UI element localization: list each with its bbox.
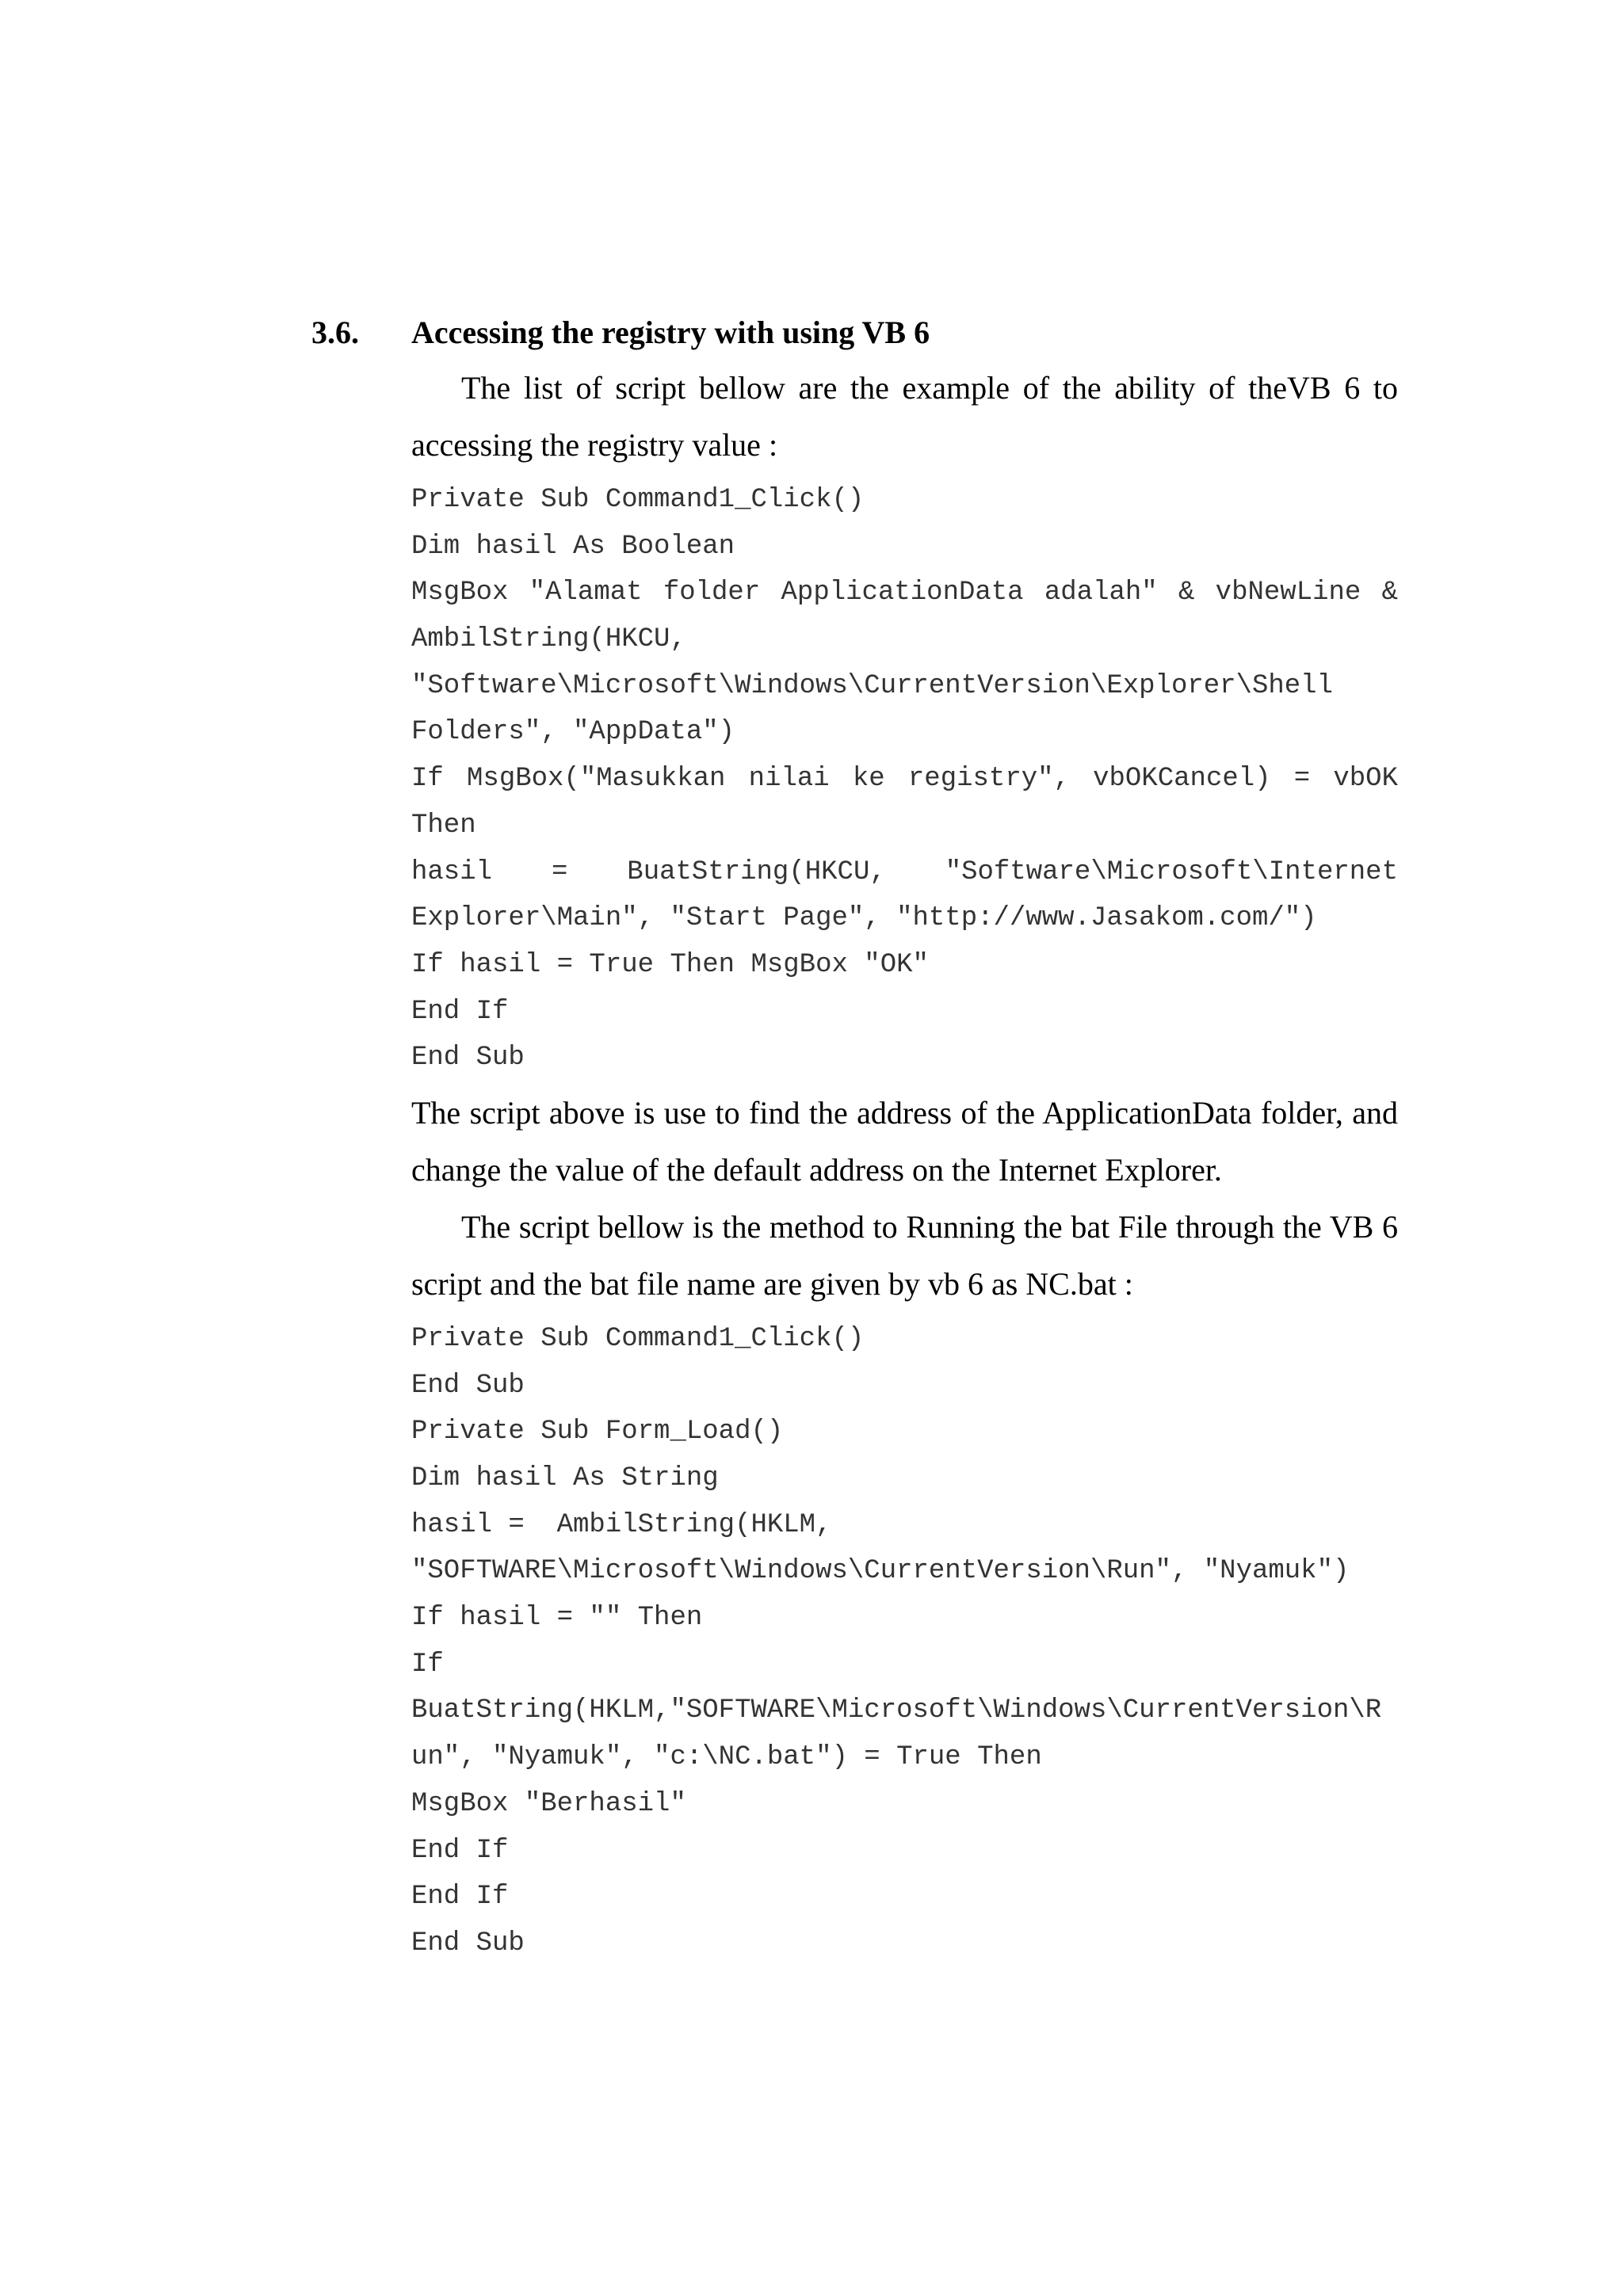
code-line: Private Sub Command1_Click(): [411, 485, 865, 515]
code-line: MsgBox "Alamat folder ApplicationData adalah" & vbNewLine &: [411, 578, 1398, 608]
code-line: hasil = AmbilString(HKLM,: [411, 1509, 832, 1540]
intro-paragraph: The list of script bellow are the example of the ability of theVB 6 to accessing the registry value :: [411, 370, 1398, 463]
code-line: Explorer\Main", "Start Page", "http://www.Jasakom.com/"): [411, 903, 1317, 934]
code-line: End Sub: [411, 1928, 525, 1958]
code-line: End Sub: [411, 1370, 525, 1401]
bat-file-paragraph: The script bellow is the method to Running the bat File through the VB 6 script and the bat file name are given by vb 6 as NC.bat :: [411, 1208, 1398, 1302]
section-title: Accessing the registry with using VB 6: [411, 315, 930, 350]
code-line: If MsgBox("Masukkan nilai ke registry", vbOKCancel) = vbOK: [411, 764, 1398, 795]
code-line: Dim hasil As Boolean: [411, 531, 735, 562]
code-line: BuatString(HKLM,"SOFTWARE\Microsoft\Windows\CurrentVersion\R: [411, 1695, 1382, 1726]
code-line: End If: [411, 996, 509, 1027]
code-line: "SOFTWARE\Microsoft\Windows\CurrentVersion\Run", "Nyamuk"): [411, 1556, 1350, 1587]
code-line: End If: [411, 1882, 509, 1913]
code-line: "Software\Microsoft\Windows\CurrentVersion\Explorer\Shell: [411, 670, 1333, 701]
code-line: Dim hasil As String: [411, 1463, 719, 1493]
code-line: MsgBox "Berhasil": [411, 1788, 686, 1819]
code-line: Private Sub Form_Load(): [411, 1417, 784, 1447]
code-line: End Sub: [411, 1043, 525, 1074]
code-line: un", "Nyamuk", "c:\NC.bat") = True Then: [411, 1742, 1042, 1773]
explanation-paragraph: The script above is use to find the address of the ApplicationData folder, and change the value of the default address on the Internet Explorer.: [411, 1094, 1398, 1188]
section-number: 3.6.: [311, 315, 359, 350]
code-block-bat-file: [411, 1313, 1398, 1970]
code-line: Then: [411, 810, 476, 841]
code-line: Folders", "AppData"): [411, 717, 735, 748]
section-body: [411, 360, 1398, 1970]
code-line: hasil = BuatString(HKCU, "Software\Microsoft\Internet: [411, 856, 1398, 887]
code-line: If: [411, 1649, 444, 1680]
code-line: End If: [411, 1835, 509, 1866]
code-line: If hasil = "" Then: [411, 1603, 703, 1634]
code-line: AmbilString(HKCU,: [411, 624, 686, 655]
code-line: Private Sub Command1_Click(): [411, 1323, 865, 1354]
code-block-registry-access: [411, 474, 1398, 1085]
code-line: If hasil = True Then MsgBox "OK": [411, 949, 929, 980]
